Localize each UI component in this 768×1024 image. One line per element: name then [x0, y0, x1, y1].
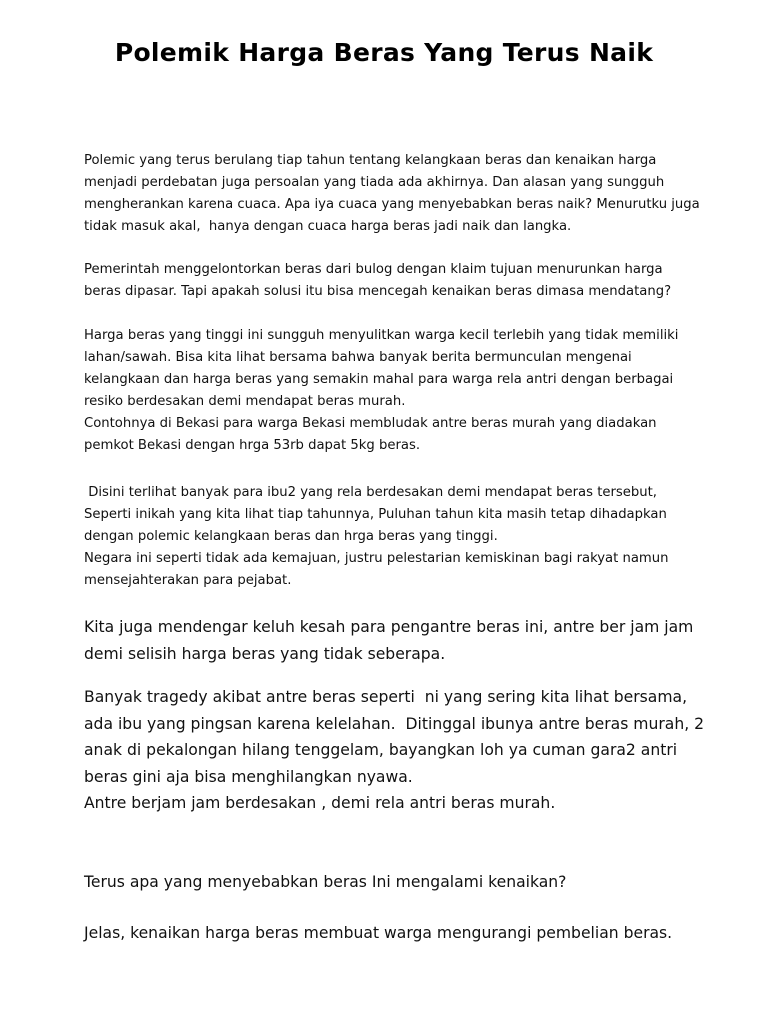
document-title: Polemik Harga Beras Yang Terus Naik	[114, 38, 654, 67]
paragraph-line: Seperti inikah yang kita lihat tiap tahunnya, Puluhan tahun kita masih tetap dihadapkan	[84, 507, 667, 522]
paragraph-3	[84, 325, 744, 457]
paragraph-line: ada ibu yang pingsan karena kelelahan. Ditinggal ibunya antre beras murah, 2	[84, 714, 705, 733]
paragraph-line: Kita juga mendengar keluh kesah para pengantre beras ini, antre ber jam jam	[84, 618, 694, 636]
paragraph-line: Contohnya di Bekasi para warga Bekasi membludak antre beras murah yang diadakan	[84, 416, 657, 431]
paragraph-line: demi selisih harga beras yang tidak seberapa.	[84, 644, 446, 663]
paragraph-line: Disini terlihat banyak para ibu2 yang rela berdesakan demi mendapat beras tersebut,	[84, 485, 657, 500]
paragraph-line: tidak masuk akal, hanya dengan cuaca harga beras jadi naik dan langka.	[84, 219, 572, 234]
paragraph-line: Terus apa yang menyebabkan beras Ini mengalami kenaikan?	[84, 873, 567, 891]
paragraph-5	[84, 614, 744, 667]
paragraph-line: resiko berdesakan demi mendapat beras murah.	[84, 394, 406, 409]
paragraph-7	[84, 869, 744, 896]
paragraph-line: menjadi perdebatan juga persoalan yang tiada ada akhirnya. Dan alasan yang sungguh	[84, 175, 665, 190]
paragraph-2	[84, 259, 744, 303]
paragraph-4	[84, 482, 744, 592]
paragraph-line: mensejahterakan para pejabat.	[84, 573, 292, 588]
paragraph-line: mengherankan karena cuaca. Apa iya cuaca yang menyebabkan beras naik? Menurutku juga	[84, 197, 700, 212]
paragraph-line: Antre berjam jam berdesakan , demi rela antri beras murah.	[84, 794, 556, 812]
paragraph-line: Harga beras yang tinggi ini sungguh menyulitkan warga kecil terlebih yang tidak memiliki	[84, 328, 679, 343]
paragraph-line: Polemic yang terus berulang tiap tahun tentang kelangkaan beras dan kenaikan harga	[84, 153, 657, 168]
paragraph-line: lahan/sawah. Bisa kita lihat bersama bahwa banyak berita bermunculan mengenai	[84, 350, 632, 365]
paragraph-line: pemkot Bekasi dengan hrga 53rb dapat 5kg beras.	[84, 438, 421, 453]
paragraph-line: Pemerintah menggelontorkan beras dari bulog dengan klaim tujuan menurunkan harga	[84, 262, 663, 277]
paragraph-line: beras gini aja bisa menghilangkan nyawa.	[84, 767, 413, 786]
paragraph-6	[84, 684, 744, 817]
paragraph-8	[84, 920, 744, 947]
paragraph-line: Jelas, kenaikan harga beras membuat warga mengurangi pembelian beras.	[84, 924, 673, 942]
paragraph-line: Negara ini seperti tidak ada kemajuan, justru pelestarian kemiskinan bagi rakyat namun	[84, 551, 669, 566]
paragraph-line: Banyak tragedy akibat antre beras seperti ni yang sering kita lihat bersama,	[84, 688, 688, 706]
paragraph-line: kelangkaan dan harga beras yang semakin mahal para warga rela antri dengan berbagai	[84, 372, 674, 387]
paragraph-line: dengan polemic kelangkaan beras dan hrga beras yang tinggi.	[84, 529, 498, 544]
paragraph-1	[84, 150, 744, 238]
paragraph-line: anak di pekalongan hilang tenggelam, bayangkan loh ya cuman gara2 antri	[84, 741, 678, 759]
paragraph-line: beras dipasar. Tapi apakah solusi itu bisa mencegah kenaikan beras dimasa mendatang?	[84, 284, 672, 299]
